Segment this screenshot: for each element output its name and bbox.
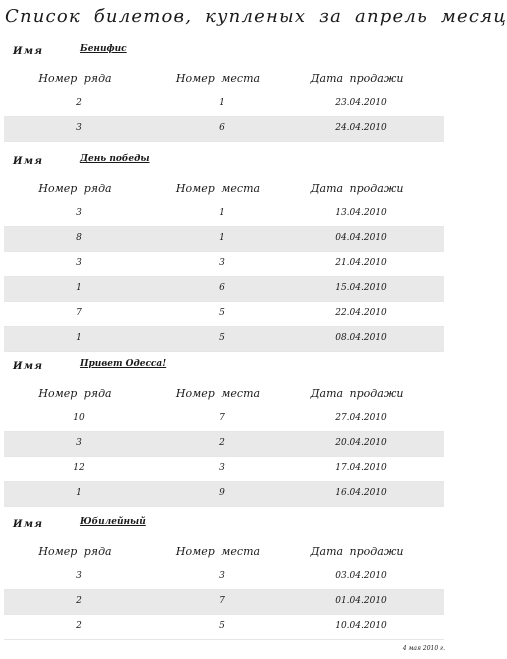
cell-seat: 5 [219,333,225,343]
cell-date: 08.04.2010 [335,333,387,343]
cell-row: 3 [76,571,82,581]
cell-row: 1 [76,333,82,343]
cell-seat: 1 [219,208,225,218]
cell-row: 7 [76,308,82,318]
table-row [4,302,444,327]
cell-seat: 3 [219,463,225,473]
column-header-date: Дата продажи [310,72,404,85]
report-date: 4 мая 2010 г. [402,645,445,652]
table-header [0,72,449,92]
cell-seat: 7 [219,596,225,606]
table-row [4,92,444,117]
ticket-group [0,44,449,142]
column-header-row: Номер ряда [38,545,112,558]
table-row [4,117,444,142]
event-name: Юбилейный [80,517,146,527]
cell-seat: 1 [219,233,225,243]
cell-seat: 2 [219,438,225,448]
cell-seat: 5 [219,621,225,631]
column-header-seat: Номер места [175,545,261,558]
ticket-group [0,359,449,507]
cell-row: 3 [76,208,82,218]
cell-seat: 3 [219,258,225,268]
table-header [0,387,449,407]
cell-seat: 1 [219,98,225,108]
name-label: Имя [13,46,43,57]
table-row [4,277,444,302]
table-header [0,545,449,565]
group-header [0,154,449,172]
table-row [4,202,444,227]
event-name: Привет Одесса! [80,359,167,369]
page-title: Список билетов, купленых за апрель месяц [5,6,507,27]
cell-date: 03.04.2010 [335,571,387,581]
table-row [4,457,444,482]
table-row [4,482,444,507]
table-header [0,182,449,202]
table-row [4,252,444,277]
column-header-date: Дата продажи [310,182,404,195]
cell-date: 22.04.2010 [335,308,387,318]
cell-date: 13.04.2010 [335,208,387,218]
cell-date: 04.04.2010 [335,233,387,243]
cell-date: 10.04.2010 [335,621,387,631]
column-header-date: Дата продажи [310,387,404,400]
cell-seat: 6 [219,123,225,133]
cell-date: 16.04.2010 [335,488,387,498]
cell-row: 3 [76,438,82,448]
table-row [4,590,444,615]
cell-row: 2 [76,596,82,606]
table-body [4,202,444,352]
cell-date: 23.04.2010 [335,98,387,108]
cell-row: 3 [76,258,82,268]
column-header-seat: Номер места [175,182,261,195]
cell-row: 1 [76,283,82,293]
cell-seat: 5 [219,308,225,318]
cell-date: 17.04.2010 [335,463,387,473]
cell-row: 2 [76,98,82,108]
event-name: День победы [80,154,150,164]
table-row [4,407,444,432]
column-header-row: Номер ряда [38,387,112,400]
name-label: Имя [13,156,43,167]
table-body [4,565,444,640]
column-header-date: Дата продажи [310,545,404,558]
table-body [4,92,444,142]
group-header [0,44,449,62]
cell-seat: 9 [219,488,225,498]
cell-seat: 6 [219,283,225,293]
table-body [4,407,444,507]
table-row [4,432,444,457]
cell-date: 20.04.2010 [335,438,387,448]
cell-date: 27.04.2010 [335,413,387,423]
cell-seat: 7 [219,413,225,423]
table-row [4,615,444,640]
cell-row: 1 [76,488,82,498]
cell-date: 01.04.2010 [335,596,387,606]
table-row [4,327,444,352]
cell-date: 24.04.2010 [335,123,387,133]
group-header [0,517,449,535]
cell-seat: 3 [219,571,225,581]
cell-row: 3 [76,123,82,133]
group-header [0,359,449,377]
cell-row: 8 [76,233,82,243]
cell-row: 12 [73,463,85,473]
column-header-seat: Номер места [175,387,261,400]
name-label: Имя [13,361,43,372]
ticket-group [0,517,449,640]
cell-row: 10 [73,413,85,423]
table-row [4,227,444,252]
table-row [4,565,444,590]
column-header-row: Номер ряда [38,72,112,85]
column-header-seat: Номер места [175,72,261,85]
event-name: Бенифис [80,44,127,54]
name-label: Имя [13,519,43,530]
column-header-row: Номер ряда [38,182,112,195]
cell-row: 2 [76,621,82,631]
cell-date: 21.04.2010 [335,258,387,268]
cell-date: 15.04.2010 [335,283,387,293]
ticket-group [0,154,449,352]
